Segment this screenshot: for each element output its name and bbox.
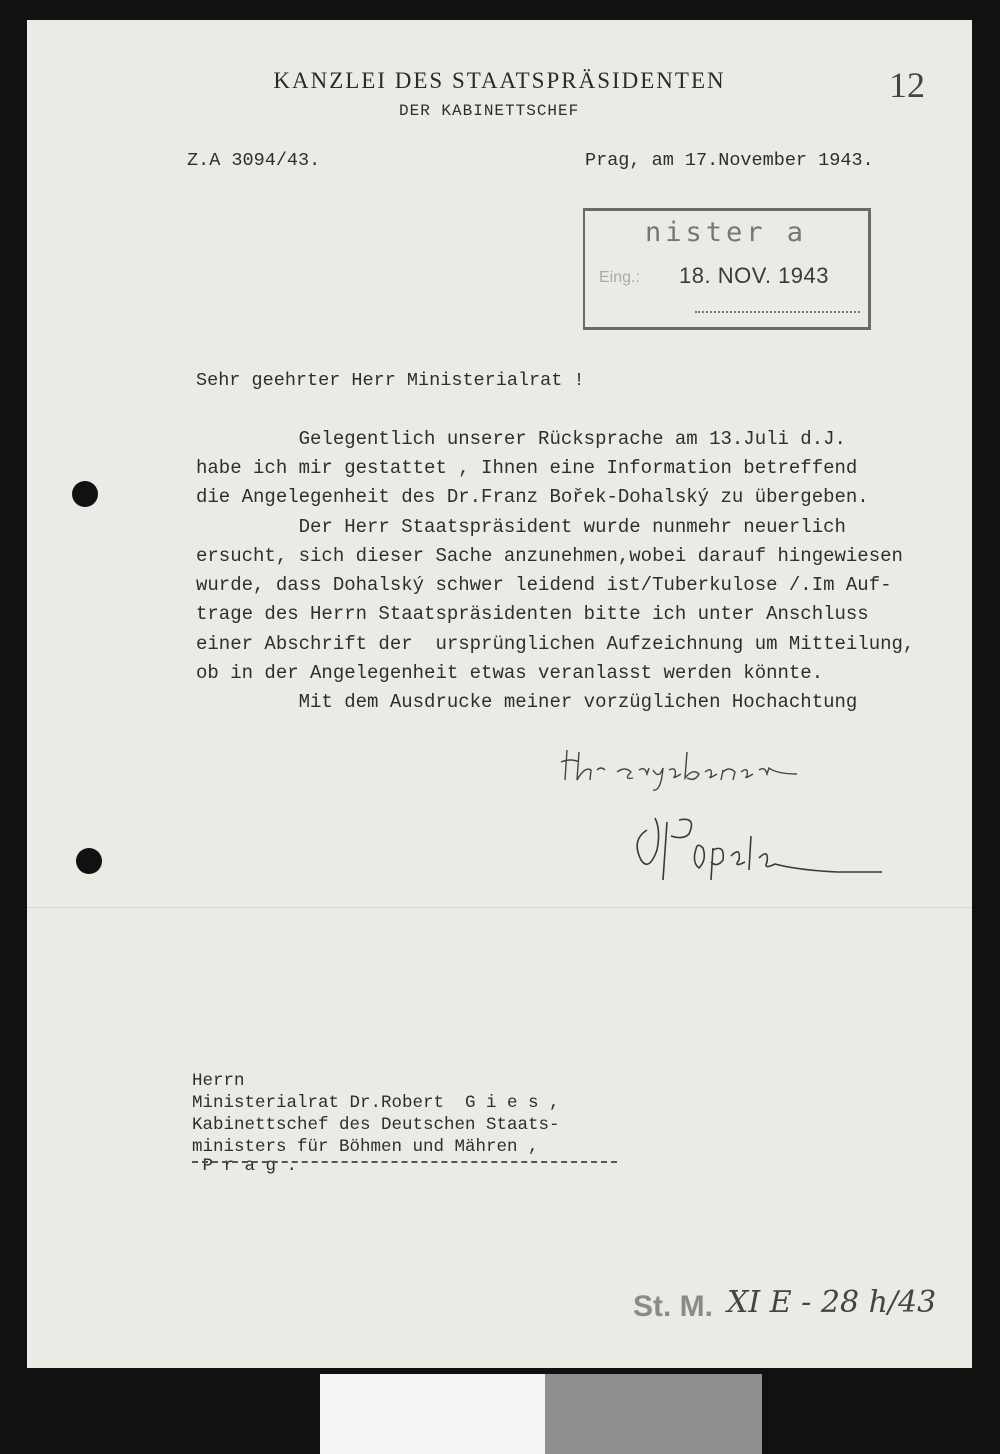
body-line: ersucht, sich dieser Sache anzunehmen,wobei darauf hingewiesen	[196, 545, 903, 567]
signature-popelka	[627, 810, 887, 890]
receipt-stamp	[583, 208, 871, 330]
calibration-patch-gray	[545, 1374, 762, 1454]
body-line: Mit dem Ausdrucke meiner vorzüglichen Hochachtung	[196, 691, 858, 713]
body-line: einer Abschrift der ursprünglichen Aufzeichnung um Mitteilung,	[196, 633, 915, 655]
punch-hole	[76, 848, 102, 874]
address-line: ministers für Böhmen und Mähren ,	[192, 1137, 539, 1157]
letterhead-subtitle: DER KABINETTSCHEF	[399, 102, 580, 120]
salutation: Sehr geehrter Herr Ministerialrat !	[196, 370, 585, 391]
body-line: habe ich mir gestattet , Ihnen eine Information betreffend	[196, 457, 858, 479]
stamp-date: 18. NOV. 1943	[679, 263, 830, 288]
address-line: Herrn	[192, 1071, 245, 1091]
address-underline	[192, 1161, 617, 1163]
page-fold	[27, 907, 972, 908]
letter-page	[27, 20, 972, 1368]
handwritten-closing	[557, 740, 797, 800]
letterhead-title: KANZLEI DES STAATSPRÄSIDENTEN	[273, 68, 726, 93]
stamp-dotted-line	[695, 311, 860, 313]
body-line: wurde, dass Dohalský schwer leidend ist/Tuberkulose /.Im Auf-	[196, 574, 892, 596]
address-line: Kabinettschef des Deutschen Staats-	[192, 1115, 560, 1135]
body-line: die Angelegenheit des Dr.Franz Bořek-Dohalský zu übergeben.	[196, 486, 869, 508]
address-line: P r a g .	[192, 1156, 298, 1176]
reference-number: Z.A 3094/43.	[187, 150, 321, 171]
calibration-patch-white	[320, 1374, 545, 1454]
address-line: Ministerialrat Dr.Robert G i e s ,	[192, 1093, 560, 1113]
stamp-office: nister a	[645, 217, 808, 248]
page-number: 12	[889, 65, 925, 105]
punch-hole	[72, 481, 98, 507]
stamp-label: Eing.:	[599, 269, 640, 286]
date-line: Prag, am 17.November 1943.	[585, 150, 874, 171]
archive-mark-handwritten: XI E - 28 h/43	[727, 1285, 937, 1320]
body-line: Der Herr Staatspräsident wurde nunmehr neuerlich	[196, 516, 846, 538]
archive-mark-printed: St. M.	[633, 1290, 713, 1323]
body-line: trage des Herrn Staatspräsidenten bitte ich unter Anschluss	[196, 603, 869, 625]
body-line: Gelegentlich unserer Rücksprache am 13.Juli d.J.	[196, 428, 846, 450]
body-line: ob in der Angelegenheit etwas veranlasst werden könnte.	[196, 662, 824, 684]
